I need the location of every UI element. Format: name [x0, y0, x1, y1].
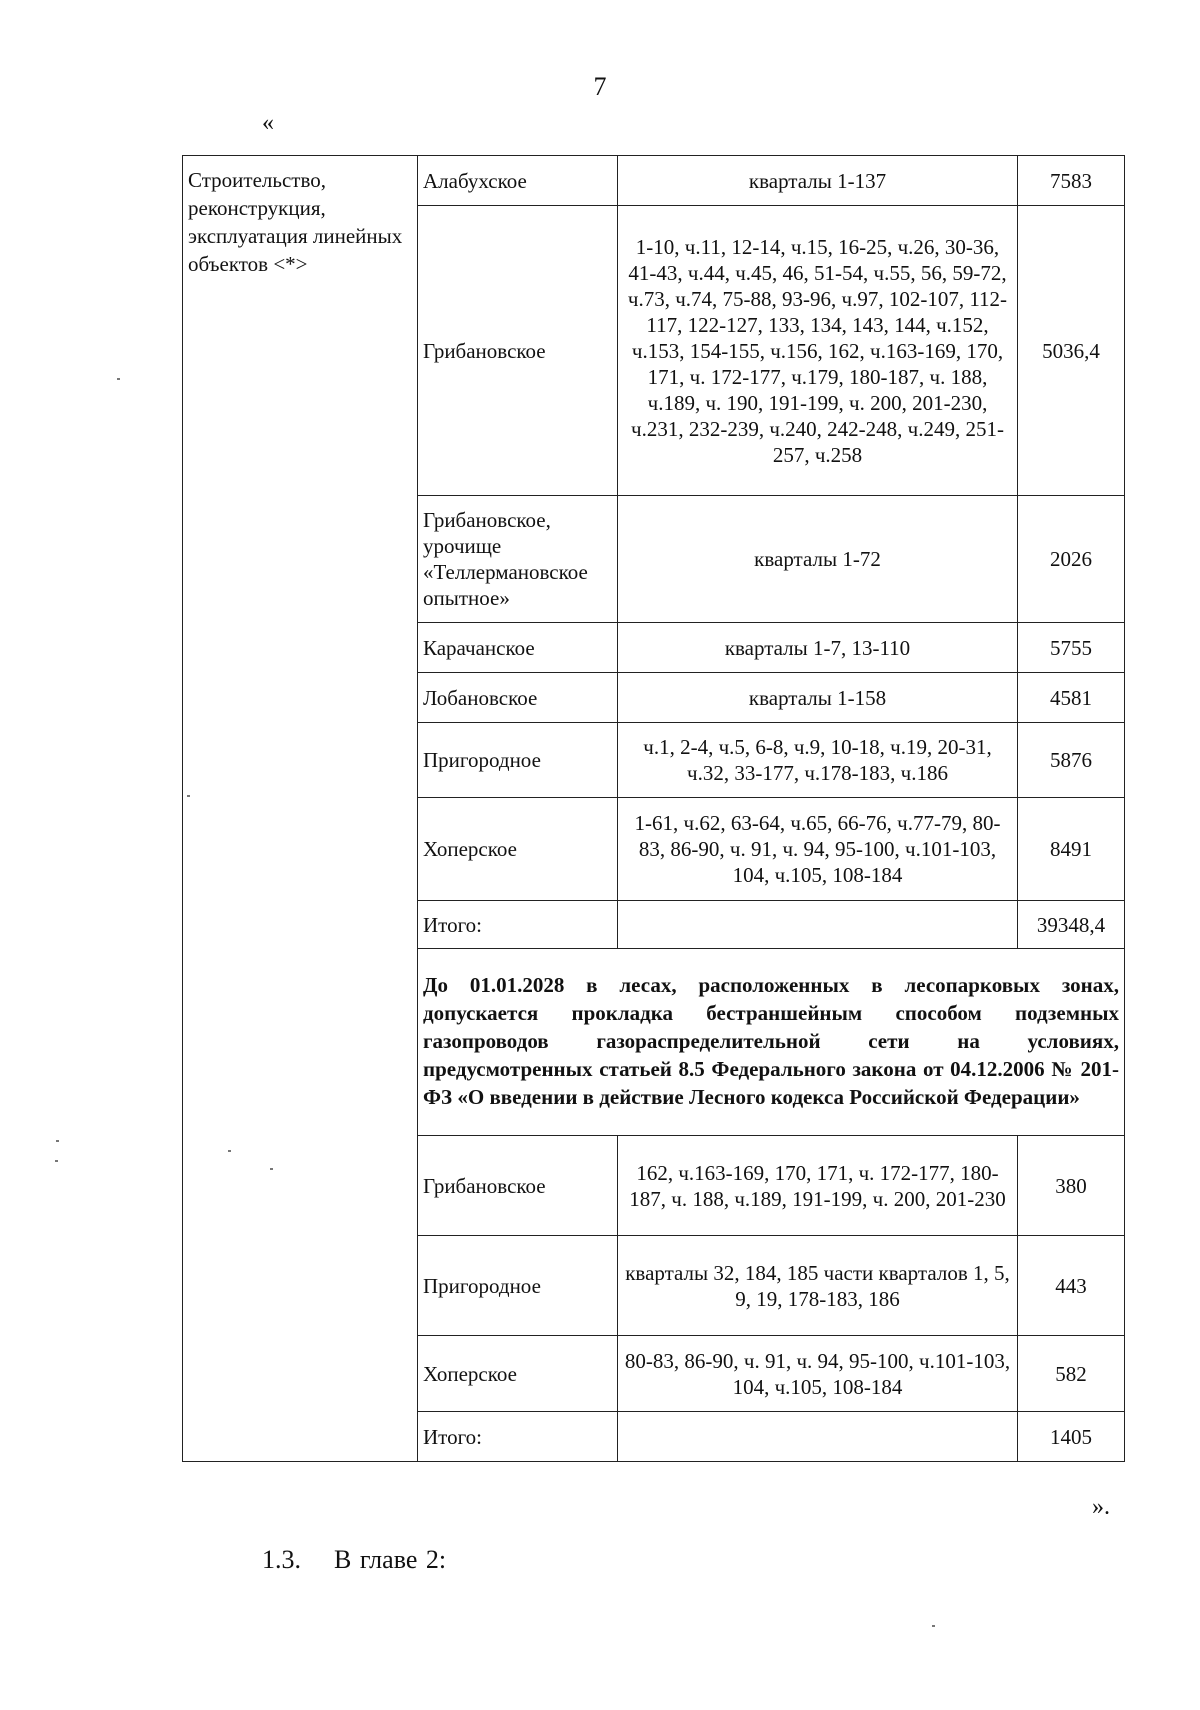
quarters-cell: кварталы 1-137 [618, 156, 1018, 206]
page-number: 7 [593, 72, 607, 101]
quarters-cell: 1-10, ч.11, 12-14, ч.15, 16-25, ч.26, 30-36, 41-43, ч.44, ч.45, 46, 51-54, ч.55, 56, 59-72, ч.73, ч.74, 75-88, 93-96, ч.97, 102-107, 112-117, 122-127, 133, 134, 143, 144, ч.152, ч.153, 154-155, ч.156, 162, ч.163-169, 170, 171, ч. 172-177, ч.179, 180-187, ч. 188, ч.189, ч. 190, 191-199, ч. 200, 201-230, ч.231, 232-239, ч.240, 242-248, ч.249, 251-257, ч.258 [618, 206, 1018, 496]
scan-speck [55, 1160, 58, 1162]
area-cell: 5755 [1018, 623, 1125, 673]
closing-quote: ». [1092, 1494, 1110, 1520]
total-label: Итого: [418, 1412, 618, 1462]
scan-speck [270, 1168, 273, 1170]
area-cell: 582 [1018, 1336, 1125, 1412]
forest-use-table [182, 155, 1125, 1462]
area-cell: 7583 [1018, 156, 1125, 206]
section-number: 1.3. [262, 1545, 301, 1574]
area-cell: 380 [1018, 1136, 1125, 1236]
area-cell: 4581 [1018, 673, 1125, 723]
quarters-cell: кварталы 32, 184, 185 части кварталов 1, 5, 9, 19, 178-183, 186 [618, 1236, 1018, 1336]
forestry-cell: Карачанское [418, 623, 618, 673]
total-area-cell: 1405 [1018, 1412, 1125, 1462]
forestry-cell: Грибановское [418, 1136, 618, 1236]
area-cell: 5036,4 [1018, 206, 1125, 496]
area-cell: 8491 [1018, 798, 1125, 901]
forestry-cell: Грибановское, урочище «Теллермановское опытное» [418, 496, 618, 623]
forestry-cell: Хоперское [418, 1336, 618, 1412]
quarters-cell: 80-83, 86-90, ч. 91, ч. 94, 95-100, ч.101-103, 104, ч.105, 108-184 [618, 1336, 1018, 1412]
area-cell: 5876 [1018, 723, 1125, 798]
purpose-cell: Строительство, реконструкция, эксплуатация линейных объектов <*> [183, 156, 418, 1462]
forestry-cell: Пригородное [418, 723, 618, 798]
scan-speck [187, 795, 190, 797]
area-cell: 2026 [1018, 496, 1125, 623]
quarters-cell: 162, ч.163-169, 170, 171, ч. 172-177, 180-187, ч. 188, ч.189, 191-199, ч. 200, 201-230 [618, 1136, 1018, 1236]
quarters-cell: кварталы 1-7, 13-110 [618, 623, 1018, 673]
forestry-cell: Пригородное [418, 1236, 618, 1336]
section-text: В главе 2: [334, 1545, 447, 1574]
forestry-cell: Грибановское [418, 206, 618, 496]
forestry-cell: Хоперское [418, 798, 618, 901]
area-cell: 443 [1018, 1236, 1125, 1336]
table-row [183, 156, 1125, 206]
scan-speck [932, 1625, 935, 1627]
gas-pipeline-note: До 01.01.2028 в лесах, расположенных в лесопарковых зонах, допускается прокладка бестраншейным способом подземных газопроводов газораспределительной сети на условиях, предусмотренных статьей 8.5 Федерального закона от 04.12.2006 № 201-ФЗ «О введении в действие Лесного кодекса Российской Федерации» [418, 949, 1125, 1136]
scan-speck [228, 1150, 231, 1152]
quarters-cell: кварталы 1-72 [618, 496, 1018, 623]
section-heading [262, 1545, 446, 1575]
total-quarters-cell [618, 901, 1018, 949]
total-quarters-cell [618, 1412, 1018, 1462]
total-area-cell: 39348,4 [1018, 901, 1125, 949]
scan-speck [56, 1140, 59, 1142]
forestry-cell: Лобановское [418, 673, 618, 723]
scan-speck [117, 378, 120, 380]
quarters-cell: 1-61, ч.62, 63-64, ч.65, 66-76, ч.77-79, 80-83, 86-90, ч. 91, ч. 94, 95-100, ч.101-103, 104, ч.105, 108-184 [618, 798, 1018, 901]
opening-quote: « [262, 110, 274, 136]
quarters-cell: ч.1, 2-4, ч.5, 6-8, ч.9, 10-18, ч.19, 20-31, ч.32, 33-177, ч.178-183, ч.186 [618, 723, 1018, 798]
total-label: Итого: [418, 901, 618, 949]
forestry-cell: Алабухское [418, 156, 618, 206]
quarters-cell: кварталы 1-158 [618, 673, 1018, 723]
